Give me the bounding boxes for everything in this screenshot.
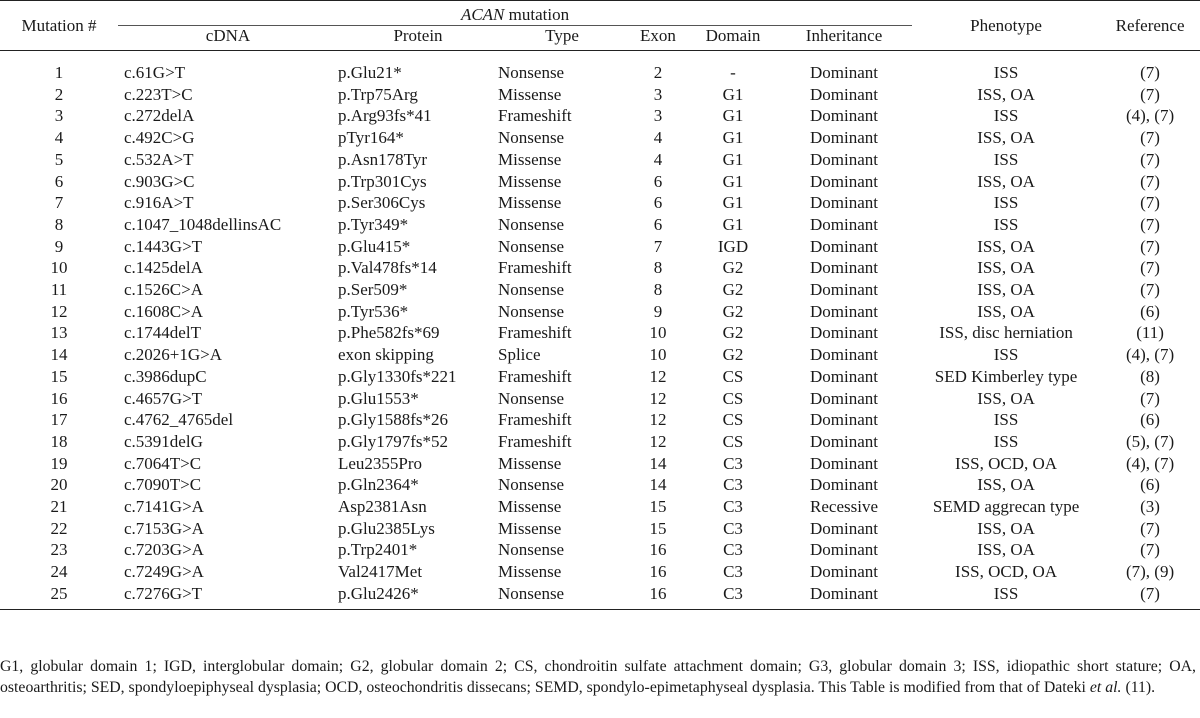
cell-reference: (6) (1140, 475, 1160, 495)
cell-inheritance: Dominant (810, 236, 879, 256)
cell-protein: p.Trp301Cys (338, 171, 427, 191)
cell-exon: 7 (653, 236, 663, 256)
footnote-et-al: et al. (1089, 679, 1122, 696)
cell-domain: C3 (723, 497, 743, 517)
cell-phenotype: ISS, OA (977, 84, 1035, 104)
cell-cdna: c.7203G>A (124, 540, 204, 560)
cell-phenotype: ISS, disc herniation (939, 323, 1073, 343)
cell-exon: 6 (653, 193, 663, 213)
cell-phenotype: ISS, OA (977, 280, 1035, 300)
cell-protein: p.Glu415* (338, 236, 411, 256)
cell-cdna: c.7249G>A (124, 562, 204, 582)
cell-cdna: c.7153G>A (124, 518, 204, 538)
cell-cdna: c.1425delA (124, 258, 203, 278)
cell-domain: C3 (723, 518, 743, 538)
cell-phenotype: ISS (993, 214, 1019, 234)
cell-type: Missense (498, 497, 562, 517)
cell-protein: p.Glu2426* (338, 583, 419, 603)
cell-cdna: c.492C>G (124, 128, 195, 148)
table-row (0, 583, 1200, 605)
cell-type: Nonsense (498, 63, 565, 82)
cell-reference: (7) (1140, 280, 1160, 300)
table-row (0, 561, 1200, 583)
cell-mutation-number: 22 (50, 518, 68, 538)
table-row (0, 127, 1200, 149)
footnote-text: G1, globular domain 1; IGD, interglobular domain; G2, globular domain 2; CS, chondroitin sulfate attachment domain; G3, globular domain 3; ISS, idiopathic short stature; OA, osteoarthritis; SED, spondyloepiphyseal dysplasia; OCD, osteochondritis dissecans; SEMD, spondylo-epimetaphyseal dysplasia. This Table is modified from that of Dateki (0, 658, 1196, 696)
cell-domain: IGD (717, 236, 749, 256)
cell-mutation-number: 15 (50, 366, 68, 386)
cell-cdna: c.7090T>C (124, 475, 202, 495)
cell-reference: (7) (1140, 171, 1160, 191)
cell-reference: (3) (1140, 497, 1160, 517)
cell-protein: Leu2355Pro (338, 453, 423, 473)
cell-protein: pTyr164* (338, 128, 404, 148)
cell-inheritance: Dominant (810, 475, 879, 495)
cell-reference: (7) (1140, 84, 1160, 104)
cell-type: Missense (498, 518, 562, 538)
cell-domain: G2 (722, 301, 744, 321)
cell-exon: 4 (653, 149, 663, 169)
header-phenotype: Phenotype (912, 1, 1100, 51)
cell-phenotype: ISS (993, 63, 1019, 82)
cell-reference: (7) (1140, 63, 1160, 82)
cell-protein: Val2417Met (338, 562, 423, 582)
cell-type: Nonsense (498, 301, 565, 321)
cell-cdna: c.272delA (124, 106, 195, 126)
cell-mutation-number: 21 (50, 497, 68, 517)
cell-cdna: c.7276G>T (124, 583, 203, 603)
cell-inheritance: Dominant (810, 345, 879, 365)
cell-exon: 10 (649, 345, 667, 365)
cell-mutation-number: 17 (50, 410, 68, 430)
cell-mutation-number: 20 (50, 475, 68, 495)
cell-protein: Asp2381Asn (338, 497, 427, 517)
cell-reference: (5), (7) (1125, 431, 1175, 451)
cell-inheritance: Dominant (810, 431, 879, 451)
header-acan-gene: ACAN (460, 5, 505, 24)
cell-domain: G1 (722, 149, 744, 169)
cell-inheritance: Dominant (810, 280, 879, 300)
cell-domain: G2 (722, 280, 744, 300)
cell-exon: 3 (653, 106, 663, 126)
table-row (0, 171, 1200, 193)
table-row (0, 388, 1200, 410)
cell-reference: (11) (1136, 323, 1164, 343)
cell-exon: 10 (649, 323, 667, 343)
cell-domain: - (730, 63, 736, 82)
cell-cdna: c.2026+1G>A (124, 345, 223, 365)
cell-inheritance: Dominant (810, 518, 879, 538)
cell-mutation-number: 14 (50, 345, 68, 365)
cell-phenotype: ISS, OA (977, 475, 1035, 495)
cell-phenotype: ISS (993, 431, 1019, 451)
cell-reference: (7), (9) (1125, 562, 1175, 582)
cell-phenotype: ISS (993, 149, 1019, 169)
cell-protein: p.Ser509* (338, 280, 408, 300)
cell-type: Splice (498, 345, 541, 365)
cell-domain: G1 (722, 214, 744, 234)
cell-cdna: c.7141G>A (124, 497, 204, 517)
cell-cdna: c.1443G>T (124, 236, 203, 256)
header-mutation-word: mutation (504, 5, 570, 24)
cell-protein: exon skipping (338, 345, 434, 365)
table-row (0, 518, 1200, 540)
header-domain: Domain (690, 26, 776, 51)
cell-type: Nonsense (498, 128, 565, 148)
cell-exon: 16 (649, 562, 667, 582)
cell-exon: 14 (649, 475, 667, 495)
cell-inheritance: Dominant (810, 366, 879, 386)
cell-inheritance: Dominant (810, 106, 879, 126)
table-row (0, 301, 1200, 323)
cell-type: Missense (498, 453, 562, 473)
cell-inheritance: Dominant (810, 214, 879, 234)
cell-exon: 14 (649, 453, 667, 473)
cell-exon: 2 (653, 63, 663, 82)
cell-protein: p.Arg93fs*41 (338, 106, 432, 126)
table-row (0, 105, 1200, 127)
cell-exon: 12 (649, 388, 667, 408)
cell-inheritance: Dominant (810, 562, 879, 582)
cell-domain: G1 (722, 128, 744, 148)
cell-type: Frameshift (498, 410, 572, 430)
cell-phenotype: SED Kimberley type (934, 366, 1078, 386)
cell-phenotype: ISS (993, 345, 1019, 365)
table-row (0, 474, 1200, 496)
cell-phenotype: ISS (993, 193, 1019, 213)
cell-reference: (7) (1140, 214, 1160, 234)
cell-domain: C3 (723, 453, 743, 473)
cell-domain: G1 (722, 106, 744, 126)
cell-cdna: c.1608C>A (124, 301, 203, 321)
cell-protein: p.Ser306Cys (338, 193, 426, 213)
cell-cdna: c.4657G>T (124, 388, 203, 408)
cell-inheritance: Dominant (810, 453, 879, 473)
cell-inheritance: Dominant (810, 323, 879, 343)
cell-reference: (7) (1140, 258, 1160, 278)
cell-cdna: c.1744delT (124, 323, 201, 343)
cell-protein: p.Gly1797fs*52 (338, 431, 449, 451)
cell-phenotype: ISS (993, 583, 1019, 603)
cell-inheritance: Dominant (810, 301, 879, 321)
cell-phenotype: ISS (993, 106, 1019, 126)
cell-inheritance: Dominant (810, 193, 879, 213)
cell-inheritance: Dominant (810, 388, 879, 408)
cell-phenotype: ISS, OA (977, 236, 1035, 256)
cell-exon: 12 (649, 410, 667, 430)
cell-exon: 6 (653, 171, 663, 191)
cell-phenotype: ISS, OA (977, 518, 1035, 538)
cell-exon: 12 (649, 366, 667, 386)
cell-cdna: c.3986dupC (124, 366, 207, 386)
cell-protein: p.Trp75Arg (338, 84, 418, 104)
cell-reference: (4), (7) (1125, 453, 1175, 473)
header-inheritance: Inheritance (776, 26, 912, 51)
cell-protein: p.Glu1553* (338, 388, 419, 408)
cell-reference: (7) (1140, 540, 1160, 560)
cell-exon: 8 (653, 280, 663, 300)
cell-inheritance: Dominant (810, 583, 879, 603)
cell-protein: p.Phe582fs*69 (338, 323, 440, 343)
cell-mutation-number: 23 (50, 540, 68, 560)
cell-exon: 3 (653, 84, 663, 104)
cell-inheritance: Dominant (810, 540, 879, 560)
cell-type: Nonsense (498, 475, 565, 495)
table-row (0, 453, 1200, 475)
cell-type: Nonsense (498, 280, 565, 300)
cell-domain: CS (722, 431, 744, 451)
table-body (0, 62, 1200, 605)
cell-mutation-number: 24 (50, 562, 68, 582)
cell-type: Missense (498, 171, 562, 191)
cell-protein: p.Asn178Tyr (338, 149, 428, 169)
cell-protein: p.Gly1588fs*26 (338, 410, 449, 430)
cell-mutation-number: 2 (54, 84, 64, 104)
footnote-citation: (11). (1121, 679, 1156, 696)
cell-protein: p.Gln2364* (338, 475, 419, 495)
cell-exon: 16 (649, 540, 667, 560)
table-row (0, 409, 1200, 431)
table-row (0, 431, 1200, 453)
cell-domain: G1 (722, 193, 744, 213)
cell-inheritance: Dominant (810, 84, 879, 104)
table-row (0, 344, 1200, 366)
table-row (0, 62, 1200, 84)
cell-cdna: c.1526C>A (124, 280, 203, 300)
cell-mutation-number: 3 (54, 106, 64, 126)
cell-type: Frameshift (498, 366, 572, 386)
cell-phenotype: ISS, OCD, OA (955, 453, 1058, 473)
table-row (0, 366, 1200, 388)
cell-reference: (4), (7) (1125, 345, 1175, 365)
table-row (0, 84, 1200, 106)
table-row (0, 539, 1200, 561)
cell-inheritance: Recessive (810, 497, 879, 517)
cell-mutation-number: 13 (50, 323, 68, 343)
cell-inheritance: Dominant (810, 128, 879, 148)
cell-domain: CS (722, 388, 744, 408)
cell-exon: 8 (653, 258, 663, 278)
header-protein: Protein (338, 26, 498, 51)
cell-type: Missense (498, 193, 562, 213)
cell-phenotype: ISS, OA (977, 171, 1035, 191)
cell-protein: p.Tyr536* (338, 301, 409, 321)
cell-domain: C3 (723, 583, 743, 603)
cell-mutation-number: 12 (50, 301, 68, 321)
cell-domain: CS (722, 366, 744, 386)
cell-exon: 12 (649, 431, 667, 451)
cell-reference: (8) (1140, 366, 1160, 386)
cell-domain: C3 (723, 475, 743, 495)
cell-mutation-number: 1 (54, 63, 64, 82)
cell-phenotype: SEMD aggrecan type (932, 497, 1080, 517)
cell-mutation-number: 6 (54, 171, 64, 191)
cell-type: Nonsense (498, 540, 565, 560)
cell-mutation-number: 11 (50, 280, 68, 300)
cell-cdna: c.1047_1048dellinsAC (124, 214, 282, 234)
cell-mutation-number: 4 (54, 128, 64, 148)
table-header (0, 1, 1200, 63)
cell-phenotype: ISS, OA (977, 540, 1035, 560)
cell-exon: 16 (649, 583, 667, 603)
cell-type: Nonsense (498, 388, 565, 408)
cell-domain: C3 (723, 562, 743, 582)
table-row (0, 279, 1200, 301)
cell-cdna: c.7064T>C (124, 453, 202, 473)
cell-cdna: c.223T>C (124, 84, 193, 104)
cell-mutation-number: 7 (54, 193, 64, 213)
cell-exon: 6 (653, 214, 663, 234)
cell-reference: (7) (1140, 149, 1160, 169)
cell-inheritance: Dominant (810, 171, 879, 191)
cell-cdna: c.4762_4765del (124, 410, 234, 430)
cell-reference: (7) (1140, 128, 1160, 148)
cell-mutation-number: 5 (54, 149, 64, 169)
cell-reference: (7) (1140, 583, 1160, 603)
cell-cdna: c.532A>T (124, 149, 194, 169)
cell-mutation-number: 19 (50, 453, 68, 473)
cell-cdna: c.5391delG (124, 431, 203, 451)
header-mutation-number: Mutation # (0, 1, 118, 51)
header-exon: Exon (626, 26, 690, 51)
cell-phenotype: ISS, OA (977, 258, 1035, 278)
cell-reference: (6) (1140, 410, 1160, 430)
cell-exon: 9 (653, 301, 663, 321)
cell-reference: (7) (1140, 518, 1160, 538)
header-type: Type (498, 26, 626, 51)
cell-inheritance: Dominant (810, 258, 879, 278)
cell-phenotype: ISS (993, 410, 1019, 430)
header-acan-mutation-group (118, 1, 912, 26)
cell-protein: p.Trp2401* (338, 540, 418, 560)
cell-domain: G1 (722, 171, 744, 191)
table-row (0, 322, 1200, 344)
cell-reference: (7) (1140, 236, 1160, 256)
cell-protein: p.Glu21* (338, 63, 402, 82)
cell-mutation-number: 16 (50, 388, 68, 408)
table-row (0, 214, 1200, 236)
cell-mutation-number: 10 (50, 258, 68, 278)
header-cdna: cDNA (118, 26, 338, 51)
cell-phenotype: ISS, OCD, OA (955, 562, 1058, 582)
cell-domain: G2 (722, 345, 744, 365)
cell-phenotype: ISS, OA (977, 128, 1035, 148)
cell-domain: G2 (722, 323, 744, 343)
cell-type: Nonsense (498, 236, 565, 256)
table-row (0, 257, 1200, 279)
cell-type: Nonsense (498, 583, 565, 603)
cell-type: Missense (498, 84, 562, 104)
cell-mutation-number: 8 (54, 214, 64, 234)
cell-reference: (6) (1140, 301, 1160, 321)
header-reference: Reference (1100, 1, 1200, 51)
cell-cdna: c.61G>T (124, 63, 186, 82)
table-row (0, 149, 1200, 171)
cell-reference: (7) (1140, 388, 1160, 408)
cell-reference: (7) (1140, 193, 1160, 213)
cell-protein: p.Tyr349* (338, 214, 409, 234)
cell-inheritance: Dominant (810, 63, 879, 82)
table-footnote (0, 656, 1196, 698)
cell-reference: (4), (7) (1125, 106, 1175, 126)
table-row (0, 496, 1200, 518)
cell-domain: G1 (722, 84, 744, 104)
cell-mutation-number: 9 (54, 236, 64, 256)
cell-type: Nonsense (498, 214, 565, 234)
cell-domain: G2 (722, 258, 744, 278)
table-row (0, 192, 1200, 214)
cell-protein: p.Gly1330fs*221 (338, 366, 457, 386)
cell-mutation-number: 25 (50, 583, 68, 603)
cell-inheritance: Dominant (810, 149, 879, 169)
cell-type: Frameshift (498, 106, 572, 126)
cell-domain: C3 (723, 540, 743, 560)
cell-type: Frameshift (498, 323, 572, 343)
cell-protein: p.Val478fs*14 (338, 258, 437, 278)
cell-protein: p.Glu2385Lys (338, 518, 435, 538)
cell-phenotype: ISS, OA (977, 388, 1035, 408)
cell-exon: 15 (649, 518, 667, 538)
cell-type: Frameshift (498, 258, 572, 278)
cell-type: Frameshift (498, 431, 572, 451)
cell-inheritance: Dominant (810, 410, 879, 430)
cell-domain: CS (722, 410, 744, 430)
cell-exon: 4 (653, 128, 663, 148)
cell-mutation-number: 18 (50, 431, 68, 451)
cell-cdna: c.903G>C (124, 171, 195, 191)
cell-cdna: c.916A>T (124, 193, 194, 213)
table-row (0, 236, 1200, 258)
cell-type: Missense (498, 149, 562, 169)
cell-phenotype: ISS, OA (977, 301, 1035, 321)
cell-exon: 15 (649, 497, 667, 517)
cell-type: Missense (498, 562, 562, 582)
